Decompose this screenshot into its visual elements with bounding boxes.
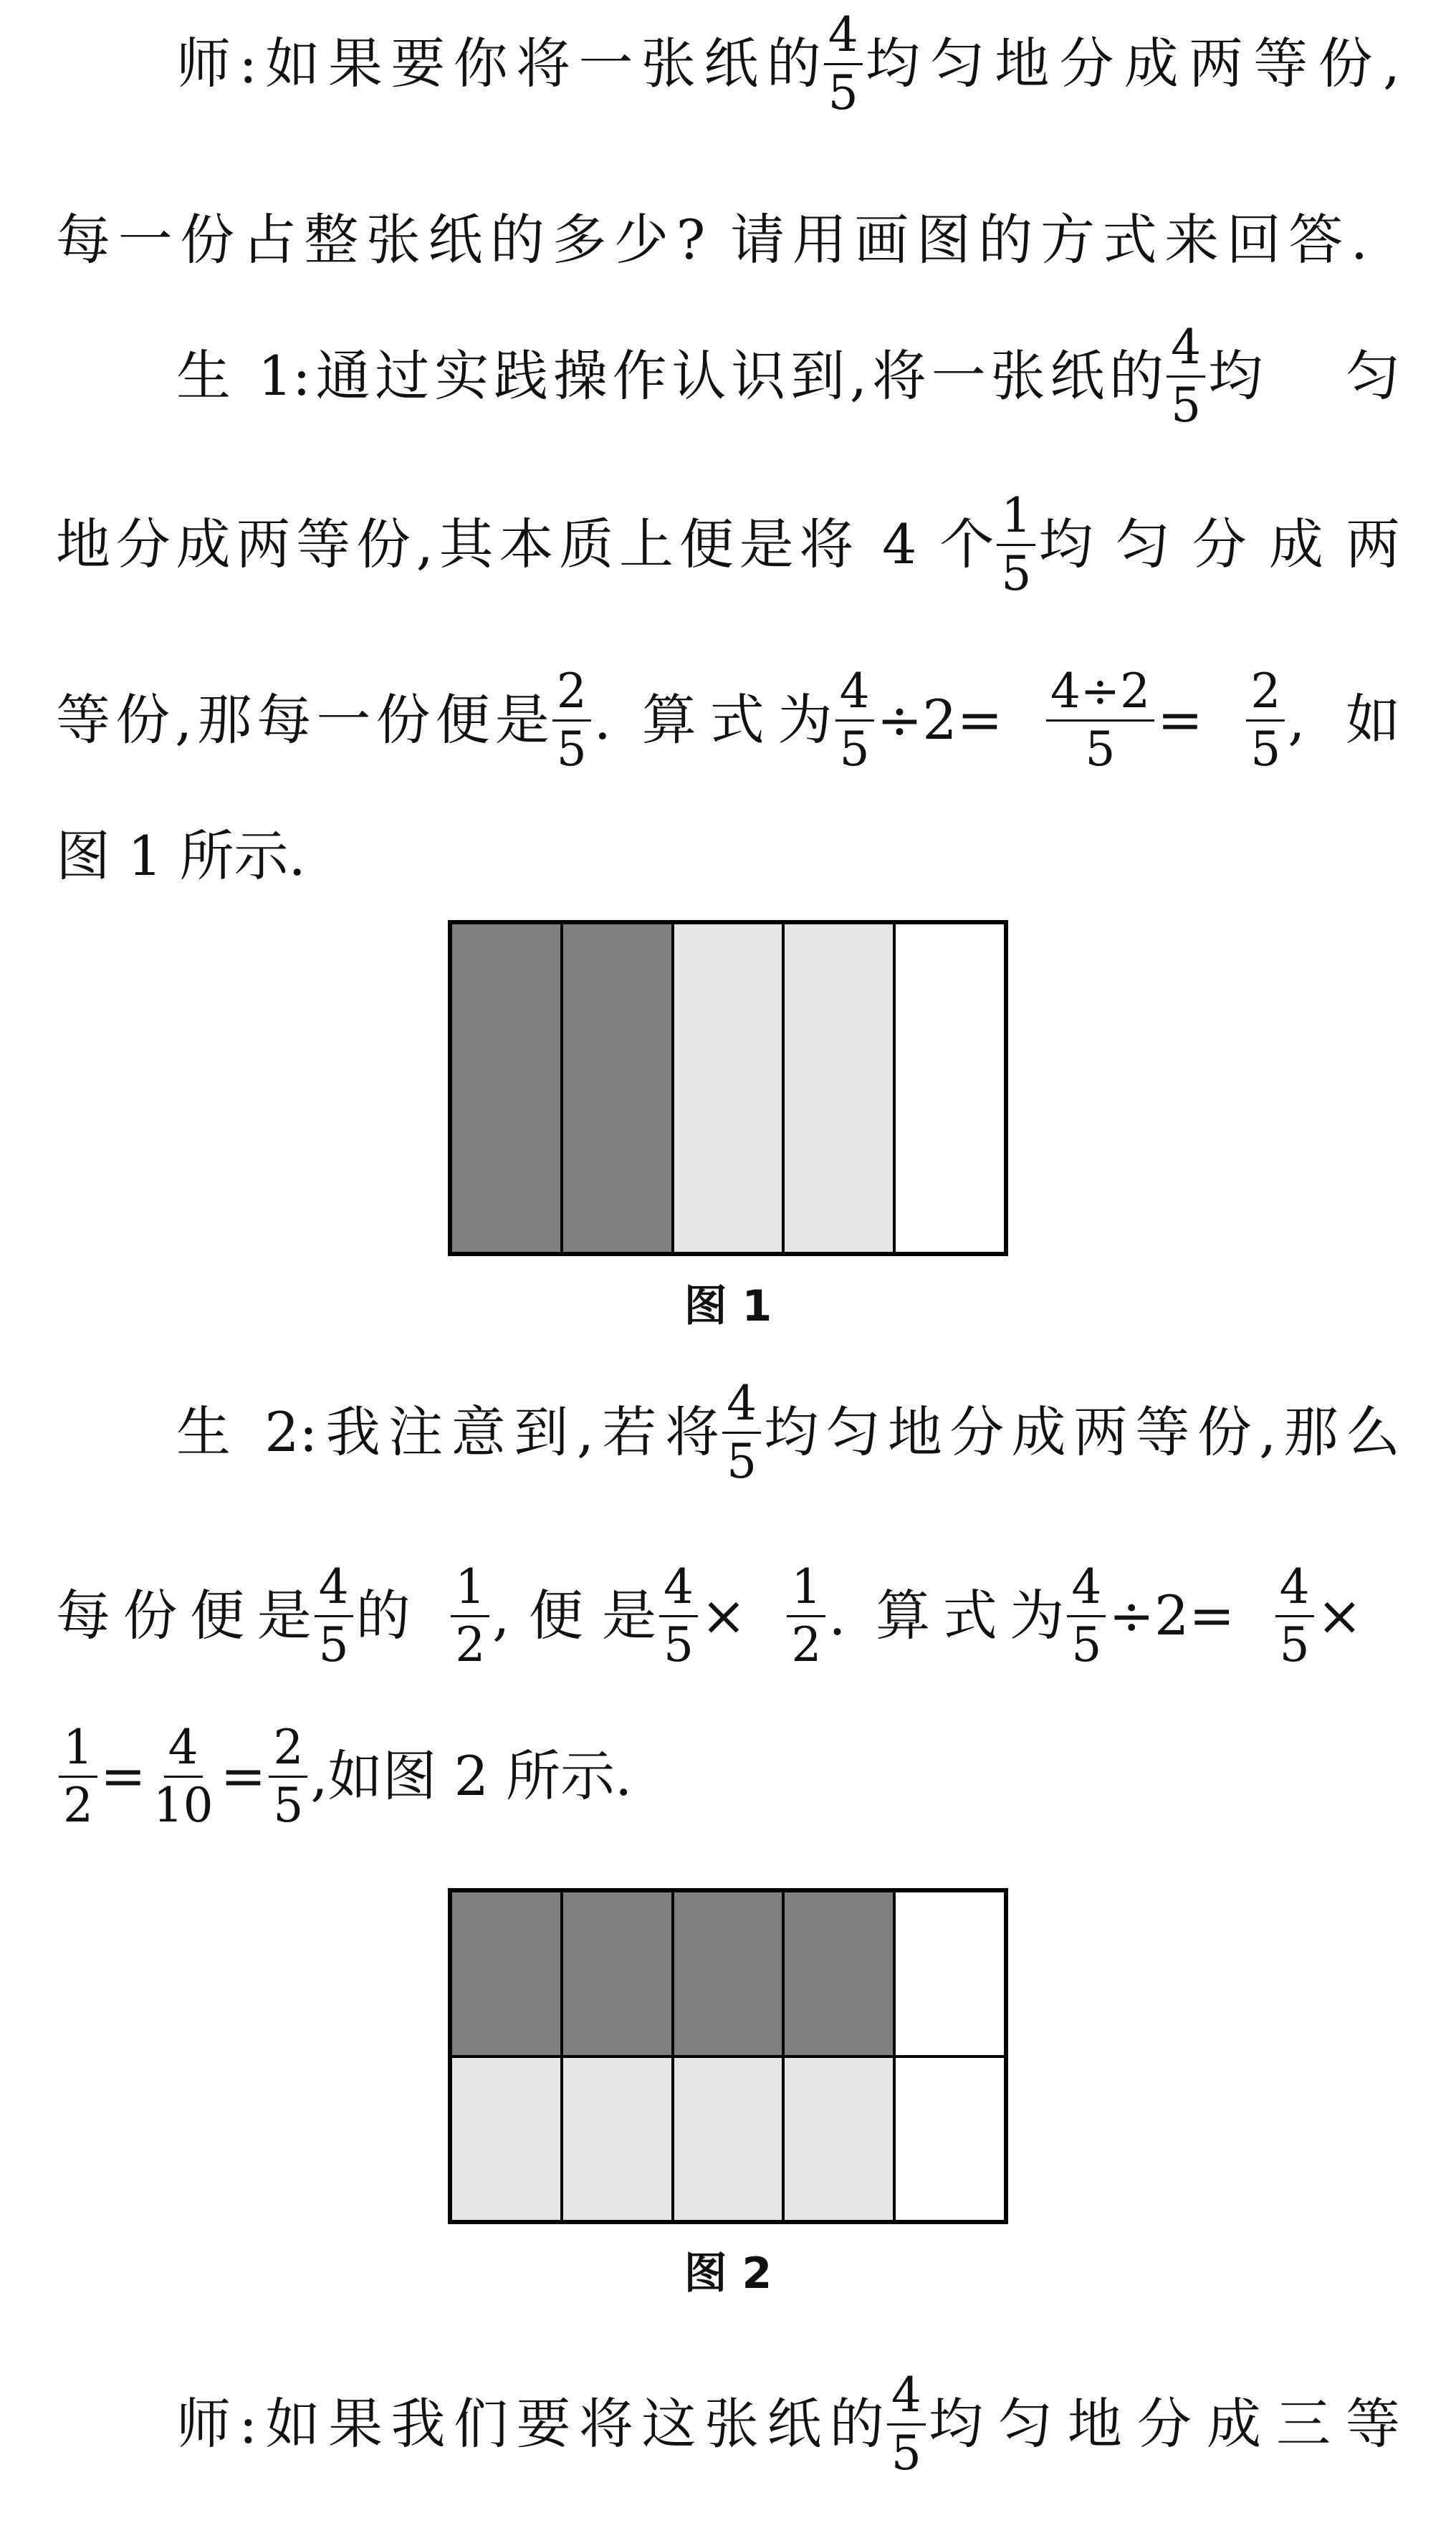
- text-segment: 每一份占整张纸的多少? 请用画图的方式来回答.: [56, 208, 1368, 272]
- figure-cell-dark: [783, 1891, 894, 2057]
- fraction-denominator: 5: [1250, 721, 1281, 777]
- fraction-denominator: 5: [839, 721, 870, 777]
- text-segment: ,如图 2 所示.: [310, 1744, 633, 1808]
- fraction-denominator: 5: [556, 721, 587, 777]
- figure-cell-light: [783, 923, 894, 1253]
- fraction-denominator: 5: [891, 2425, 921, 2481]
- fraction: [552, 664, 591, 777]
- fraction-denominator: 5: [828, 64, 858, 120]
- fraction: [887, 2367, 926, 2481]
- fraction: [1046, 664, 1154, 777]
- text-segment: . 算式为: [828, 1584, 1065, 1647]
- figure-cell-light: [673, 923, 784, 1253]
- text-line: [56, 197, 1368, 283]
- figure-cell-white: [894, 1891, 1005, 2057]
- fraction: [1167, 320, 1205, 433]
- text-segment: 师:如果要你将一张纸的: [176, 32, 821, 95]
- figure-2-caption: 图 2: [684, 2249, 772, 2299]
- fraction-denominator: 5: [1171, 377, 1202, 433]
- fraction-denominator: 5: [318, 1617, 349, 1672]
- fraction-numerator: 4: [824, 10, 863, 64]
- fraction-numerator: 4: [164, 1723, 203, 1777]
- fraction: [659, 1559, 698, 1672]
- figure-2-diagram: [448, 1888, 1008, 2224]
- text-segment: . 算式为: [593, 688, 833, 752]
- text-line: [56, 488, 1401, 601]
- fraction: [1246, 664, 1285, 777]
- text-segment: ,便是: [492, 1584, 657, 1647]
- fraction-numerator: 1: [787, 1562, 825, 1617]
- fraction: [149, 1720, 218, 1833]
- fraction-denominator: 5: [1001, 545, 1032, 601]
- fraction-numerator: 4÷2: [1046, 666, 1154, 721]
- text-segment: 均匀地分成两等份,: [865, 32, 1400, 95]
- figure-1-diagram: [448, 920, 1008, 1256]
- text-line: [56, 664, 1401, 777]
- figure-cell-white: [894, 923, 1005, 1253]
- text-segment: 均匀地分成两等份,那么: [764, 1400, 1401, 1464]
- fraction-numerator: 1: [451, 1562, 489, 1617]
- text-segment: 等份,那每一份便是: [56, 688, 550, 752]
- fraction-numerator: 4: [1067, 1562, 1106, 1617]
- figure-cell-light: [562, 2057, 673, 2222]
- fraction-denominator: 5: [1071, 1617, 1102, 1672]
- figure-cell-dark: [562, 923, 673, 1253]
- text-segment: 均匀: [1208, 344, 1400, 408]
- fraction: [269, 1720, 307, 1833]
- fraction: [315, 1559, 353, 1672]
- fraction-denominator: 5: [273, 1777, 304, 1833]
- text-segment: ×: [701, 1584, 747, 1647]
- fraction-numerator: 4: [1167, 322, 1205, 377]
- text-segment: 每份便是: [56, 1584, 312, 1647]
- fraction-numerator: 4: [315, 1562, 353, 1617]
- text-segment: 均匀分成两: [1038, 512, 1401, 576]
- text-segment: 的: [355, 1584, 411, 1647]
- text-segment: ×: [1316, 1584, 1363, 1647]
- fraction-numerator: 4: [722, 1379, 761, 1433]
- figure-1-caption: 图 1: [684, 1281, 772, 1331]
- fraction: [835, 664, 874, 777]
- fraction-numerator: 2: [269, 1723, 307, 1777]
- text-segment: 均匀地分成三等: [928, 2392, 1401, 2456]
- figure-cell-dark: [562, 1891, 673, 2057]
- fraction: [997, 488, 1035, 601]
- text-line: [56, 813, 306, 899]
- figure-cell-light: [783, 2057, 894, 2222]
- fraction-numerator: 4: [1275, 1562, 1314, 1617]
- fraction: [451, 1559, 489, 1672]
- fraction-denominator: 5: [1279, 1617, 1310, 1672]
- figure-cell-white: [894, 2057, 1005, 2222]
- text-line: [176, 7, 1400, 120]
- fraction: [787, 1559, 825, 1672]
- text-line: [176, 1376, 1401, 1489]
- figure-cell-dark: [673, 1891, 784, 2057]
- fraction-numerator: 1: [997, 491, 1035, 545]
- fraction: [59, 1720, 97, 1833]
- text-line: [176, 320, 1400, 433]
- fraction-denominator: 2: [791, 1617, 822, 1672]
- fraction-denominator: 5: [1085, 721, 1116, 777]
- text-segment: 师:如果我们要将这张纸的: [176, 2392, 884, 2456]
- text-segment: =: [220, 1744, 267, 1808]
- fraction-denominator: 2: [63, 1777, 93, 1833]
- text-line: [56, 1720, 633, 1833]
- text-segment: 地分成两等份,其本质上便是将 4 个: [56, 512, 995, 576]
- fraction: [722, 1376, 761, 1489]
- figure-cell-light: [451, 2057, 562, 2222]
- text-segment: =: [100, 1744, 146, 1808]
- text-segment: ,如: [1288, 688, 1401, 752]
- text-segment: ÷2=: [876, 688, 1003, 752]
- figure-cell-light: [673, 2057, 784, 2222]
- fraction: [1275, 1559, 1314, 1672]
- fraction-denominator: 2: [455, 1617, 486, 1672]
- figure-cell-dark: [451, 923, 562, 1253]
- text-segment: 生 2:我注意到,若将: [176, 1400, 720, 1464]
- text-segment: =: [1157, 688, 1203, 752]
- fraction-numerator: 2: [552, 666, 591, 721]
- fraction-numerator: 4: [835, 666, 874, 721]
- text-line: [176, 2367, 1401, 2481]
- fraction-numerator: 2: [1246, 666, 1285, 721]
- fraction-numerator: 1: [59, 1723, 97, 1777]
- text-segment: 生 1:通过实践操作认识到,将一张纸的: [176, 344, 1164, 408]
- fraction: [824, 7, 863, 120]
- fraction-numerator: 4: [887, 2370, 926, 2425]
- figure-cell-dark: [451, 1891, 562, 2057]
- fraction: [1067, 1559, 1106, 1672]
- fraction-denominator: 10: [153, 1777, 214, 1833]
- text-segment: 图 1 所示.: [56, 824, 306, 888]
- text-segment: ÷2=: [1108, 1584, 1235, 1647]
- fraction-denominator: 5: [664, 1617, 694, 1672]
- fraction-numerator: 4: [659, 1562, 698, 1617]
- text-line: [56, 1559, 1400, 1672]
- fraction-denominator: 5: [727, 1433, 757, 1489]
